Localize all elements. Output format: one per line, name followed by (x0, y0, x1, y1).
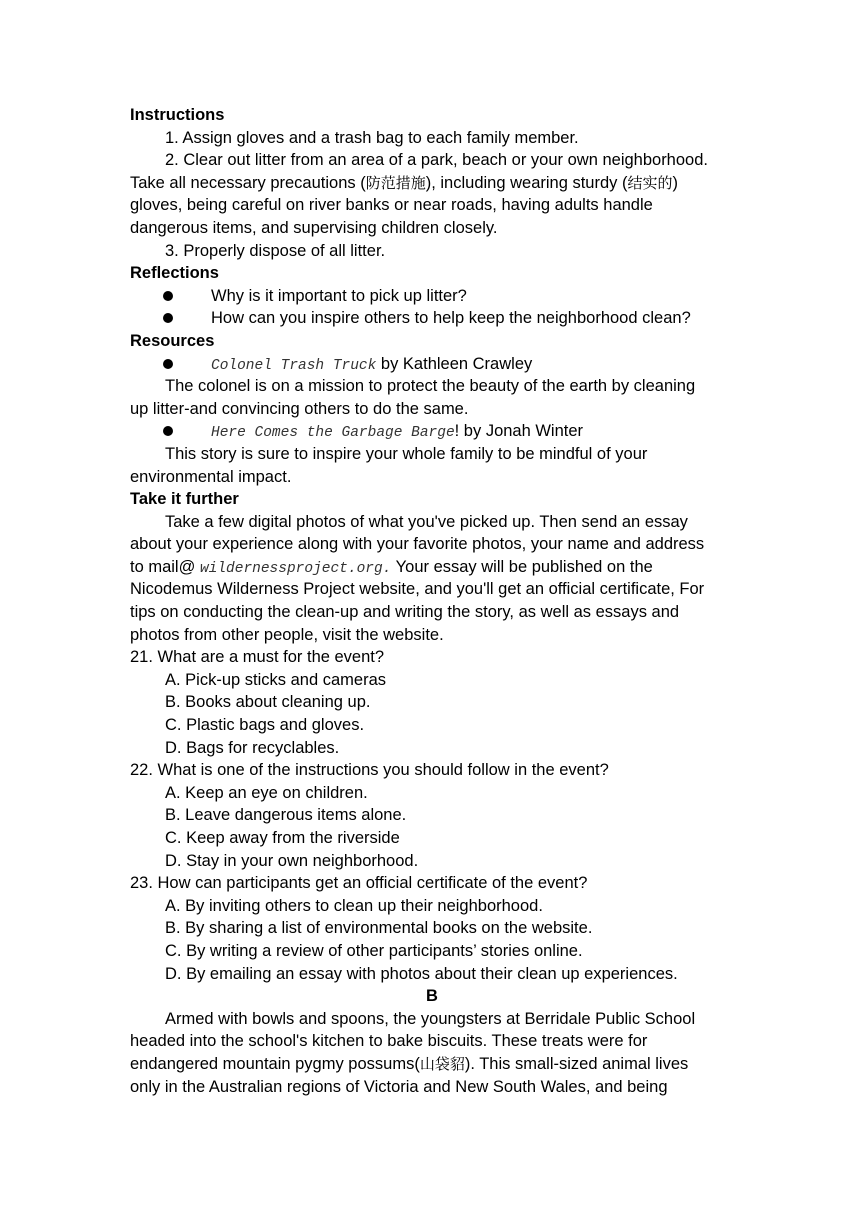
question-21-option-b: B. Books about cleaning up. (165, 693, 371, 712)
instruction-step-2-line-3: gloves, being careful on river banks or near roads, having adults handle (130, 196, 653, 215)
further-paragraph-line-3 (130, 556, 734, 579)
reflection-text: How can you inspire others to help keep the neighborhood clean? (211, 309, 691, 328)
book-author: ! by Jonah Winter (454, 422, 584, 441)
document-body (130, 104, 734, 1098)
question-21-stem: 21. What are a must for the event? (130, 648, 385, 667)
chinese-gloss: 防范措施 (365, 173, 426, 192)
instruction-step-2-line-4: dangerous items, and supervising children closely. (130, 218, 498, 237)
resource-item-2 (130, 420, 734, 443)
resource-item-1 (130, 353, 734, 376)
text-run: ), including wearing sturdy ( (425, 173, 628, 192)
question-21-option-c: C. Plastic bags and gloves. (165, 716, 365, 735)
further-paragraph-line-5: tips on conducting the clean-up and writing the story, as well as essays and (130, 603, 680, 622)
resource-1-description: The colonel is on a mission to protect the beauty of the earth by cleaning (165, 377, 696, 396)
section-b-line-1: Armed with bowls and spoons, the youngsters at Berridale Public School (165, 1009, 696, 1028)
text-run: ) (672, 173, 678, 192)
instruction-step-3: 3. Properly dispose of all litter. (165, 241, 386, 260)
text-run: to mail@ (130, 557, 200, 576)
text-run: endangered mountain pygmy possums( (130, 1054, 420, 1073)
instruction-step-1: 1. Assign gloves and a trash bag to each family member. (165, 128, 579, 147)
take-it-further-heading: Take it further (130, 490, 239, 509)
question-22-option-b: B. Leave dangerous items alone. (165, 806, 407, 825)
book-title: Colonel Trash Truck (211, 357, 377, 374)
text-run: Your essay will be published on the (391, 557, 653, 576)
instructions-heading: Instructions (130, 106, 225, 124)
question-22-stem: 22. What is one of the instructions you should follow in the event? (130, 761, 609, 780)
question-22-option-d: D. Stay in your own neighborhood. (165, 851, 419, 870)
instruction-step-2: 2. Clear out litter from an area of a park, beach or your own neighborhood. (165, 151, 708, 170)
section-b-line-2: headed into the school's kitchen to bake biscuits. These treats were for (130, 1032, 648, 1051)
resource-2-description-line-2: environmental impact. (130, 467, 292, 486)
bullet-icon (163, 359, 173, 369)
question-23-option-a: A. By inviting others to clean up their neighborhood. (165, 896, 543, 915)
text-run: Take all necessary precautions ( (130, 173, 366, 192)
reflections-heading: Reflections (130, 264, 219, 283)
section-b-line-3 (130, 1053, 734, 1076)
question-22-option-c: C. Keep away from the riverside (165, 829, 400, 847)
question-21-option-d: D. Bags for recyclables. (165, 738, 340, 757)
question-23-option-b: B. By sharing a list of environmental books on the website. (165, 919, 593, 938)
book-author: by Kathleen Crawley (376, 354, 533, 373)
resource-2-description: This story is sure to inspire your whole family to be mindful of your (165, 444, 648, 463)
instruction-step-2-line-2 (130, 172, 734, 195)
reflection-item-1 (130, 285, 734, 308)
question-23-option-d: D. By emailing an essay with photos about their clean up experiences. (165, 964, 678, 983)
question-22-option-a: A. Keep an eye on children. (165, 783, 368, 802)
bullet-icon (163, 313, 173, 323)
website-link[interactable]: wildernessproject.org. (199, 560, 392, 577)
section-b-line-4: only in the Australian regions of Victoria and New South Wales, and being (130, 1077, 668, 1096)
bullet-icon (163, 291, 173, 301)
question-23-option-c: C. By writing a review of other participants’ stories online. (165, 941, 583, 960)
text-run: ). This small-sized animal lives (464, 1054, 689, 1073)
further-paragraph-line-2: about your experience along with your favorite photos, your name and address (130, 535, 705, 554)
further-paragraph-line-1: Take a few digital photos of what you've picked up. Then send an essay (165, 512, 688, 531)
chinese-gloss: 结实的 (627, 173, 673, 192)
further-paragraph-line-4: Nicodemus Wilderness Project website, and you'll get an official certificate, For (130, 580, 705, 599)
further-paragraph-line-6: photos from other people, visit the website. (130, 625, 444, 644)
chinese-gloss: 山袋貂 (419, 1054, 465, 1073)
question-23-stem: 23. How can participants get an official certificate of the event? (130, 874, 588, 893)
reflection-text: Why is it important to pick up litter? (211, 286, 467, 305)
reflection-item-2 (130, 307, 734, 330)
bullet-icon (163, 426, 173, 436)
book-title: Here Comes the Garbage Barge (211, 425, 455, 442)
resources-heading: Resources (130, 331, 215, 350)
section-b-label: B (426, 987, 438, 1006)
question-21-option-a: A. Pick-up sticks and cameras (165, 670, 386, 689)
resource-1-description-line-2: up litter-and convincing others to do the same. (130, 399, 469, 418)
